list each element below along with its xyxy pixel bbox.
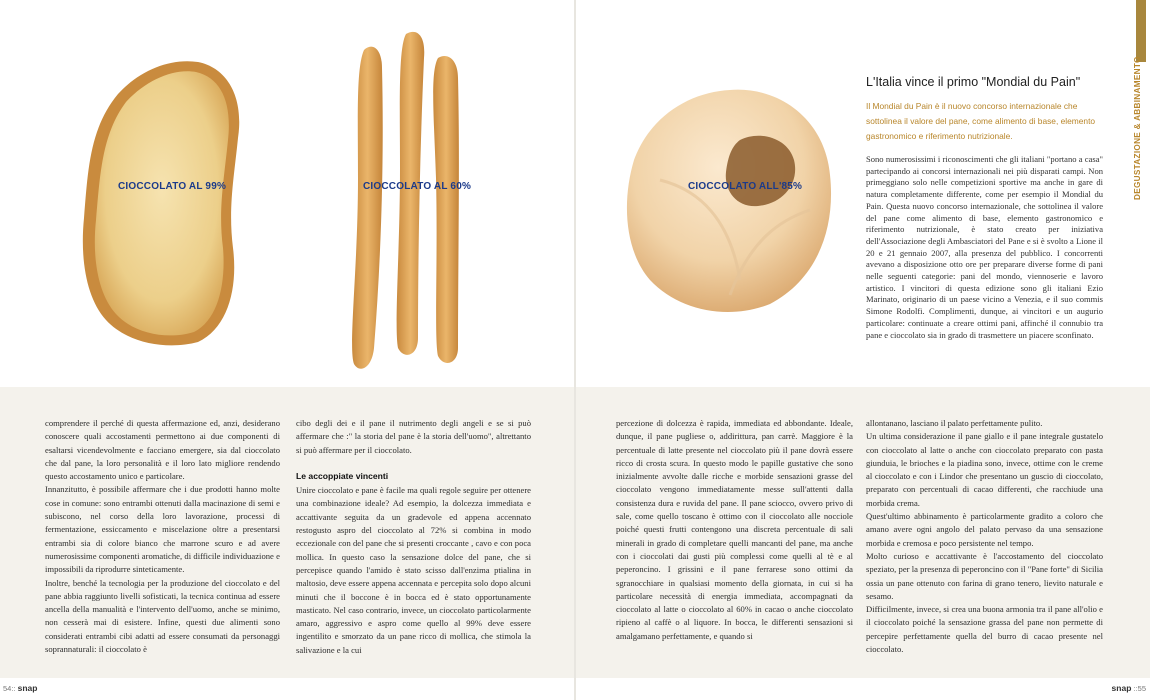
section-color-bar: [1136, 0, 1146, 62]
chocolate-85-label: CIOCCOLATO ALL'85%: [688, 181, 803, 192]
paragraph: Un ultima considerazione il pane giallo e il pane integrale gustatelo con cioccolato al latte o anche con cioccolato preparato con pasta giunduia, le brioches e la piadina sono, invece, ottime con le creme al cioccolato e con i Lindor che presentano un guscio di cioccolato, preparato con percentuali di cacao differenti, che racchiude una morbida crema.: [866, 431, 1103, 508]
bread-slice-image: [78, 58, 246, 348]
paragraph: Quest'ultimo abbinamento è particolarmente gradito a coloro che amano avere ogni angolo del palato pervaso da una sensazione morbida e cremosa e poco persistente nel tempo.: [866, 511, 1103, 548]
paragraph: Difficilmente, invece, si crea una buona armonia tra il pane all'olio e il cioccolato poiché la sensazione grassa del pane non permette di percepire perfettamente quella del burro di cacao presente nel cioccolato.: [866, 604, 1103, 655]
section-heading: Le accoppiate vincenti: [296, 470, 389, 481]
paragraph: percezione di dolcezza è rapida, immediata ed abbondante. Ideale, dunque, il pane pugliese o, addirittura, pan carrè. Maggiore è la percentuale di latte presente nel cioccolato più il pane dovrà essere ricco di crosta scura. In questo modo le papille gustative che sono inizialmente avvolte dalle ricche e morbide sensazioni grasse del cioccolato vengono immediatamente messe sull'attenti dalla consistenza dura e ruvida del pane. Il pane sciocco, ovvero privo di sale, come quello toscano è ottimo con il cioccolato alle nocciole poiché questi frutti contengono una discreta percentuale di sali minerali in grado di completare quelli mancanti del pane, ma anche con i cioccolati dai gusti più complessi come quelli al tè e al peperoncino. I grissini e il pane ferrarese sono ottimi da sgranocchiare in qualsiasi momento della giornata, in cui si ha particolare necessità di energia immediata, accompagnati da cioccolato al latte o cioccolato al 60% in cacao o anche cioccolato ripieno al caffè o al liquore. In bocca, le differenti sensazioni si amalgamano perfettamente, e quando si: [616, 418, 853, 641]
paragraph: comprendere il perché di questa affermazione ed, anzi, desiderano conoscere quali accostamenti permettono ai due componenti di esaltarsi vicendevolmente e facciano emergere, sia dal cioccolato che dal pane, la loro personalità e il loro lato migliore rendendo questo accostamento unico e particolare.: [45, 418, 280, 482]
paragraph: Innanzitutto, è possibile affermare che i due prodotti hanno molte cose in comune: sono entrambi ottenuti dalla macinazione di semi e subiscono, nel corso della loro lavorazione, processi di fermentazione, essiccamento e miscelazione oltre a presentarsi entrambi sia di colore bianco che marrone scuro e ad avere numerosissime componenti aromatiche, di difficile individuazione e impossibili da riprodurre sinteticamente.: [45, 484, 280, 575]
footer-left-folio: [3, 683, 37, 693]
page-gutter: [574, 0, 576, 700]
article-title: L'Italia vince il primo "Mondial du Pain": [866, 75, 1081, 89]
body-column-1: [45, 417, 280, 656]
page-number: 55: [1137, 684, 1146, 693]
body-column-4: [866, 417, 1103, 656]
paragraph: Unire cioccolato e pane è facile ma quali regole seguire per ottenere una combinazione ideale? Ad esempio, la dolcezza immediata e accattivante seguita da un gradevole ed appena accennato restogusto aspro del cioccolato al 72% si combina in modo eccezionale con del pane che si presenti croccante , cavo e con poca mollica. In questo caso la sensazione dolce del pane, che si percepisce quando l'amido è stato scisso dall'enzima ptialina in maltosio, deve essere appena accennata e percepita solo dopo alcuni minuti che il boccone è in bocca ed è stato opportunamente masticato. Nel caso contrario, invece, un cioccolato particolarmente amaro, aggressivo e aspro come quello al 99% deve essere ingentilito e smorzato da un pane ricco di mollica, che stimola la salivazione e la cui: [296, 485, 531, 655]
breadsticks-image: [342, 28, 470, 376]
brand-logo: snap: [1111, 683, 1132, 693]
chocolate-60-label: CIOCCOLATO AL 60%: [363, 181, 472, 192]
folio-separator: ::: [11, 684, 16, 693]
section-label: DEGUSTAZIONE & ABBINAMENTO: [1133, 56, 1142, 200]
paragraph: cibo degli dei e il pane il nutrimento degli angeli e se si può affermare che :" la storia del pane è la storia dell'uomo", altrettanto si può affermare per il cioccolato.: [296, 418, 531, 455]
footer-right-folio: [1112, 683, 1146, 693]
article-subtitle: Il Mondial du Pain è il nuovo concorso internazionale che sottolinea il valore del pane, come alimento di base, elemento gastronomico e riferimento nutrizionale.: [866, 101, 1096, 141]
bread-roll-image: [620, 80, 840, 320]
body-column-3: [616, 417, 853, 643]
article-intro: Sono numerosissimi i riconoscimenti che gli italiani "portano a casa" partecipando ai concorsi internazionali nei più disparati campi. Non primeggiano solo nelle competizioni sportive ma anche in gare di natura completamente differente, come per esempio il Mondial du Pain. Questa nuovo concorso internazionale, che sottolinea il valore del pane come alimento di base, elemento gastronomico e riferimento nutrizionale, è stato creato per iniziativa dell'Associazione degli Ambasciatori del Pane e si è svolto a Lione il 20 e 21 gennaio 2007, alla presenza del pubblico. I concorrenti avevano a disposizione otto ore per preparare diverse forme di pani nelle seguenti categorie: pani del mondo, viennoserie e lavoro artistico. I vincitori di questa edizione sono gli italiani Ezio Marinato, originario di un paese vicino a Venezia, e il suo commis Simone Rodolfi. Complimenti, dunque, ai vincitori e un augurio particolare: continuate a creare ottimi pani, affinché il connubio tra pane e cioccolato sia in grado di trasmettere un piacere sconfinato.: [866, 154, 1103, 340]
brand-logo: snap: [17, 683, 38, 693]
body-column-2: [296, 417, 531, 657]
paragraph: Molto curioso e accattivante è l'accostamento del cioccolato speziato, per la presenza di peperoncino con il "Pane forte" di Sicilia ossia un pane ottenuto con farina di grano tenero, lievito naturale e sesamo.: [866, 550, 1103, 601]
page-number: 54: [3, 684, 12, 693]
paragraph: allontanano, lasciano il palato perfettamente pulito.: [866, 418, 1043, 428]
chocolate-99-label: CIOCCOLATO AL 99%: [118, 181, 227, 192]
folio-separator: ::: [1133, 684, 1138, 693]
paragraph: Inoltre, benché la tecnologia per la produzione del cioccolato e del pane abbia raggiunto livelli sofisticati, la tecnica continua ad essere ancella della manualità e l'intervento dell'uomo, anche se minimo, non cesserà mai di esistere. Infine, questi due alimenti sono considerati entrambi cibi adatti ad essere consumati da personaggi soprannaturali: il cioccolato è: [45, 577, 280, 655]
